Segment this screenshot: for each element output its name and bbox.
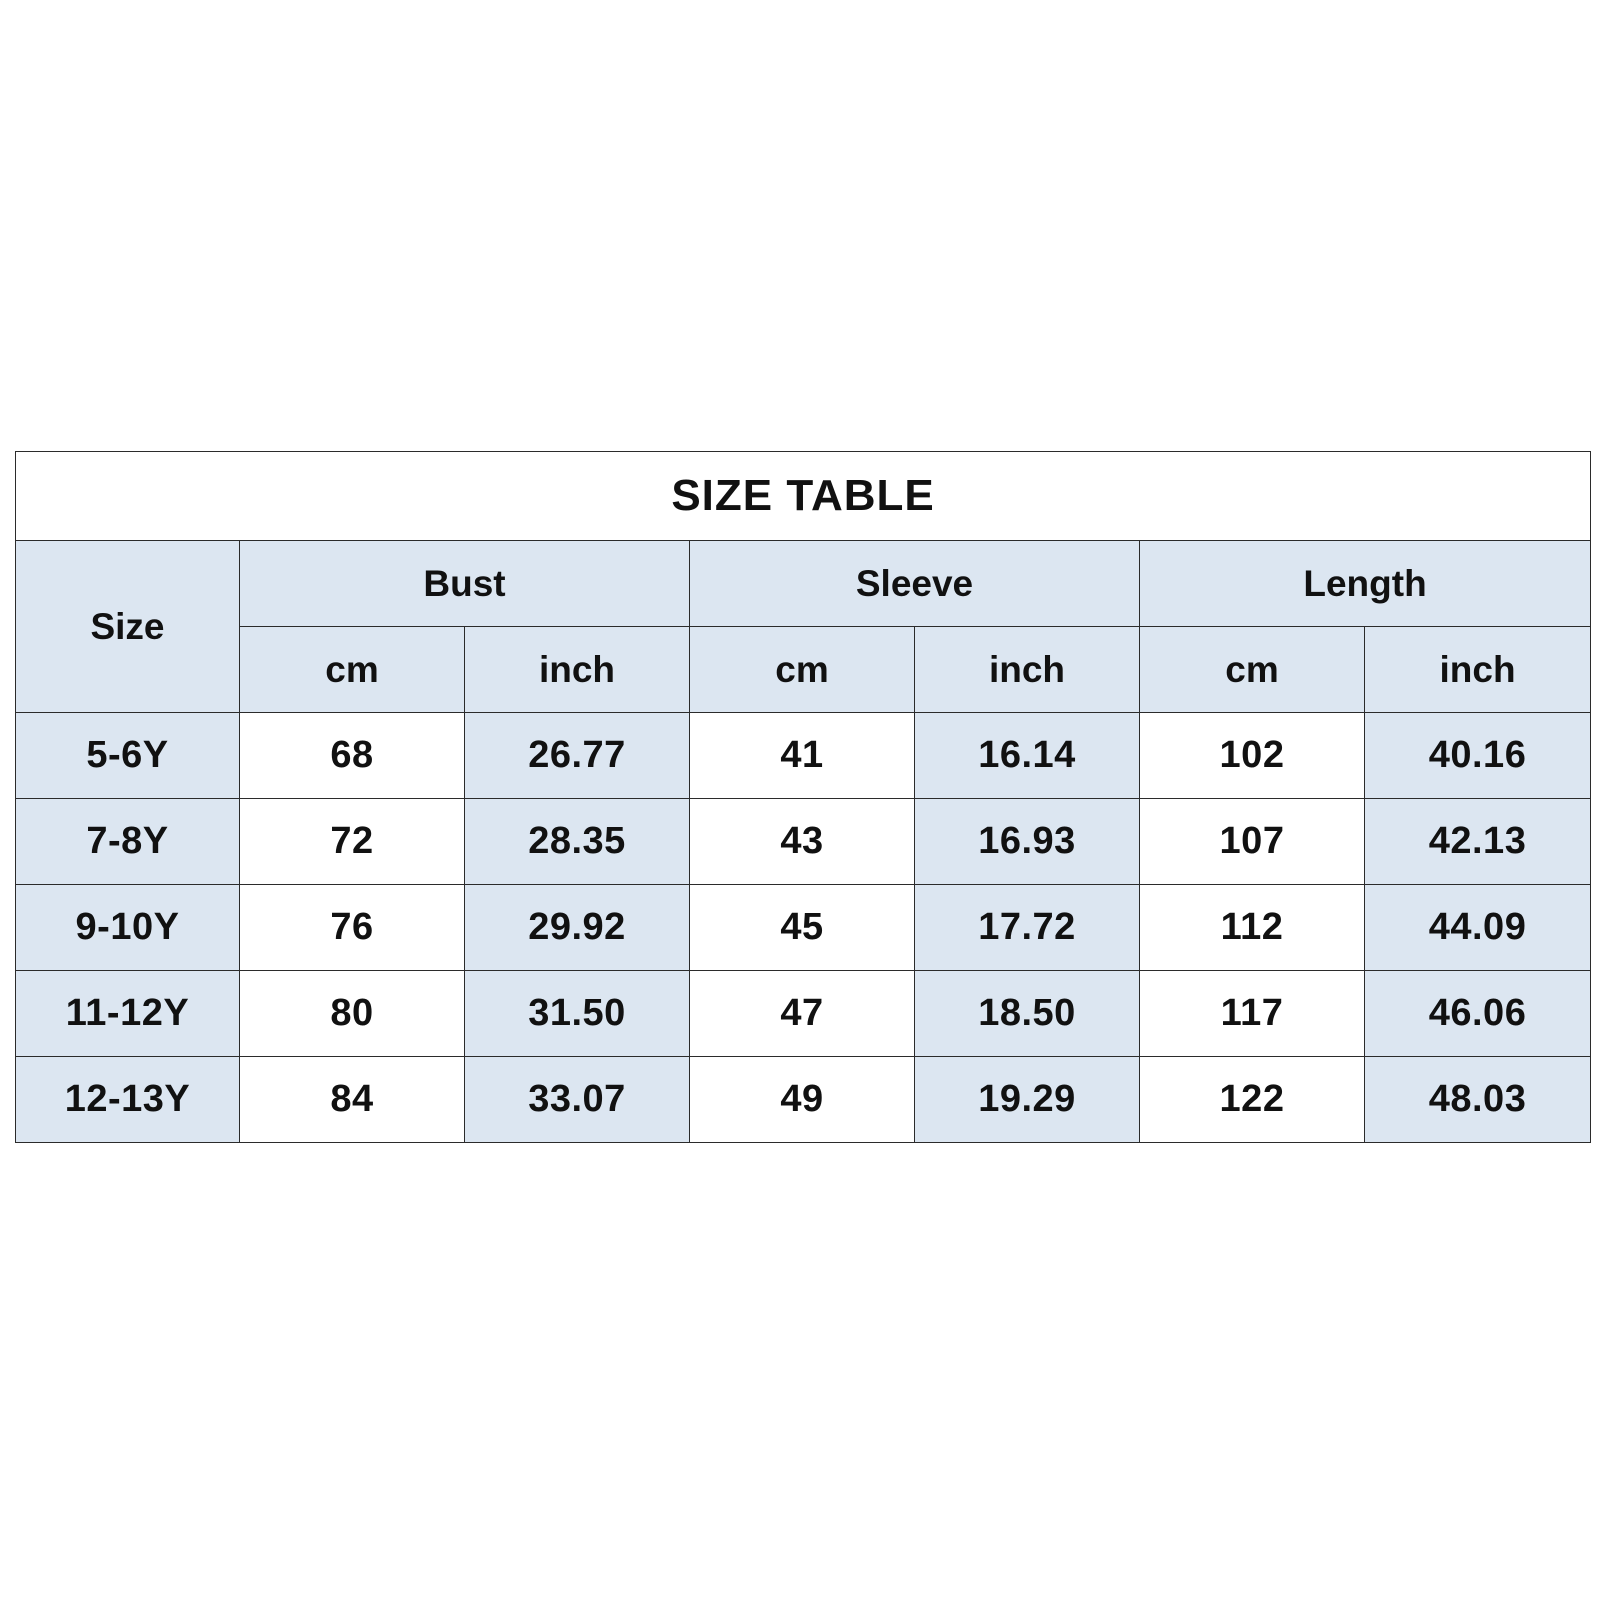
bust-inch-cell: 26.77 xyxy=(465,713,690,799)
bust-cm-header: cm xyxy=(240,627,465,713)
table-title: SIZE TABLE xyxy=(16,452,1591,541)
bust-inch-header: inch xyxy=(465,627,690,713)
size-header: Size xyxy=(16,541,240,713)
group-header-row xyxy=(16,541,1591,627)
title-row xyxy=(16,452,1591,541)
length-cm-header: cm xyxy=(1140,627,1365,713)
bust-inch-cell: 31.50 xyxy=(465,971,690,1057)
length-inch-cell: 40.16 xyxy=(1365,713,1591,799)
bust-header: Bust xyxy=(240,541,690,627)
sleeve-cm-cell: 45 xyxy=(690,885,915,971)
sleeve-cm-cell: 41 xyxy=(690,713,915,799)
length-inch-cell: 46.06 xyxy=(1365,971,1591,1057)
sleeve-cm-header: cm xyxy=(690,627,915,713)
size-cell: 12-13Y xyxy=(16,1057,240,1143)
length-cm-cell: 117 xyxy=(1140,971,1365,1057)
size-cell: 7-8Y xyxy=(16,799,240,885)
bust-inch-cell: 33.07 xyxy=(465,1057,690,1143)
table-row xyxy=(16,971,1591,1057)
sleeve-inch-cell: 16.14 xyxy=(915,713,1140,799)
table-row xyxy=(16,799,1591,885)
sleeve-inch-cell: 16.93 xyxy=(915,799,1140,885)
bust-inch-cell: 28.35 xyxy=(465,799,690,885)
length-cm-cell: 102 xyxy=(1140,713,1365,799)
table-row xyxy=(16,713,1591,799)
length-inch-header: inch xyxy=(1365,627,1591,713)
length-inch-cell: 42.13 xyxy=(1365,799,1591,885)
sleeve-cm-cell: 47 xyxy=(690,971,915,1057)
sleeve-inch-cell: 19.29 xyxy=(915,1057,1140,1143)
length-cm-cell: 122 xyxy=(1140,1057,1365,1143)
bust-cm-cell: 84 xyxy=(240,1057,465,1143)
table-row xyxy=(16,1057,1591,1143)
sleeve-cm-cell: 43 xyxy=(690,799,915,885)
length-inch-cell: 44.09 xyxy=(1365,885,1591,971)
bust-cm-cell: 80 xyxy=(240,971,465,1057)
length-cm-cell: 112 xyxy=(1140,885,1365,971)
length-header: Length xyxy=(1140,541,1591,627)
size-cell: 9-10Y xyxy=(16,885,240,971)
length-cm-cell: 107 xyxy=(1140,799,1365,885)
sleeve-inch-cell: 17.72 xyxy=(915,885,1140,971)
sleeve-cm-cell: 49 xyxy=(690,1057,915,1143)
sleeve-header: Sleeve xyxy=(690,541,1140,627)
unit-header-row xyxy=(16,627,1591,713)
length-inch-cell: 48.03 xyxy=(1365,1057,1591,1143)
bust-cm-cell: 76 xyxy=(240,885,465,971)
bust-cm-cell: 68 xyxy=(240,713,465,799)
bust-inch-cell: 29.92 xyxy=(465,885,690,971)
table-row xyxy=(16,885,1591,971)
sleeve-inch-cell: 18.50 xyxy=(915,971,1140,1057)
size-cell: 11-12Y xyxy=(16,971,240,1057)
sleeve-inch-header: inch xyxy=(915,627,1140,713)
size-table xyxy=(15,451,1591,1143)
bust-cm-cell: 72 xyxy=(240,799,465,885)
size-cell: 5-6Y xyxy=(16,713,240,799)
